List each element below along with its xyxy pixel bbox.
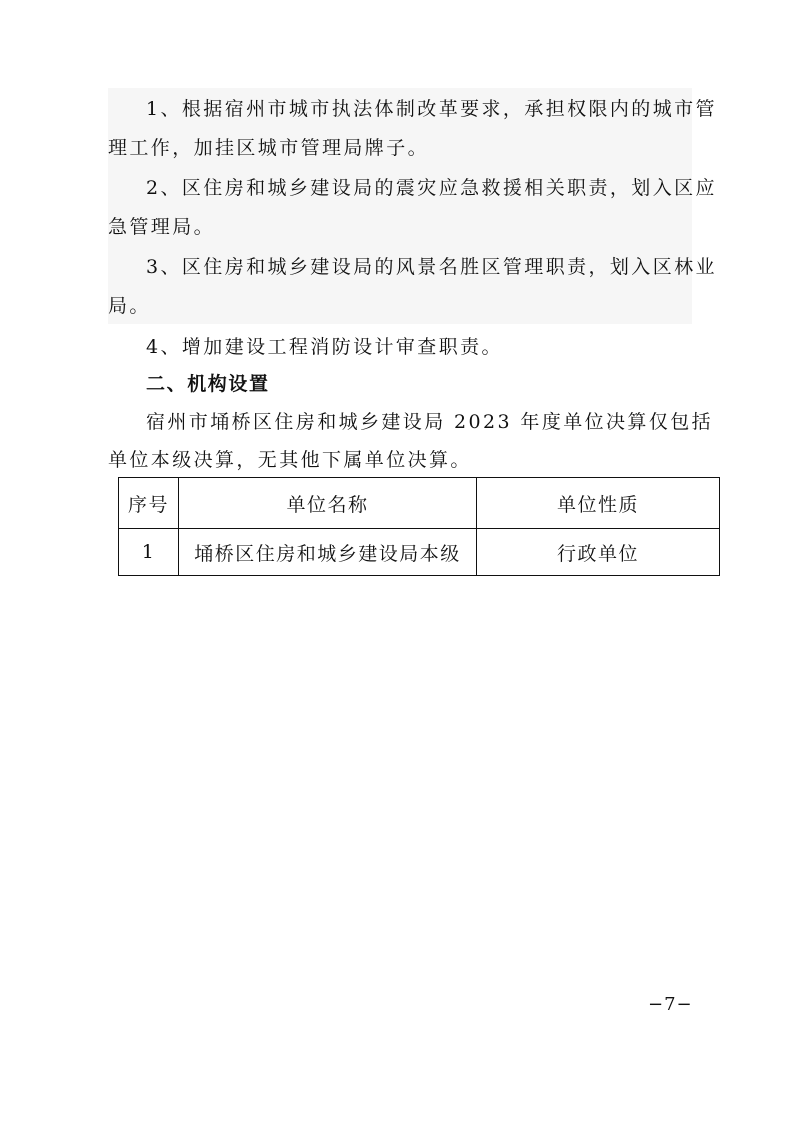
paragraph-2-line-2: 急管理局。 <box>108 216 216 238</box>
shaded-paragraph-block <box>108 88 717 324</box>
header-index: 序号 <box>119 478 179 529</box>
section-body-line-1: 宿州市埇桥区住房和城乡建设局 2023 年度单位决算仅包括 <box>146 411 714 433</box>
paragraph-3-line-2: 局。 <box>108 295 151 317</box>
section-heading: 二、机构设置 <box>146 373 270 395</box>
paragraph-1-line-2: 理工作，加挂区城市管理局牌子。 <box>108 137 430 159</box>
table-header-row <box>119 478 720 529</box>
paragraph-1-line-1: 1、根据宿州市城市执法体制改革要求，承担权限内的城市管 <box>146 98 717 120</box>
cell-index: 1 <box>119 529 179 576</box>
unit-table <box>118 477 720 576</box>
header-unit-name: 单位名称 <box>179 478 477 529</box>
page-number: −7− <box>648 994 693 1015</box>
cell-unit-name: 埇桥区住房和城乡建设局本级 <box>179 529 477 576</box>
paragraph-4-line-1: 4、增加建设工程消防设计审查职责。 <box>146 336 503 358</box>
table-row <box>119 529 720 576</box>
header-unit-nature: 单位性质 <box>477 478 720 529</box>
section-body-line-2: 单位本级决算，无其他下属单位决算。 <box>108 449 472 471</box>
paragraph-3-line-1: 3、区住房和城乡建设局的风景名胜区管理职责，划入区林业 <box>146 256 717 278</box>
paragraph-2-line-1: 2、区住房和城乡建设局的震灾应急救援相关职责，划入区应 <box>146 177 717 199</box>
cell-unit-nature: 行政单位 <box>477 529 720 576</box>
